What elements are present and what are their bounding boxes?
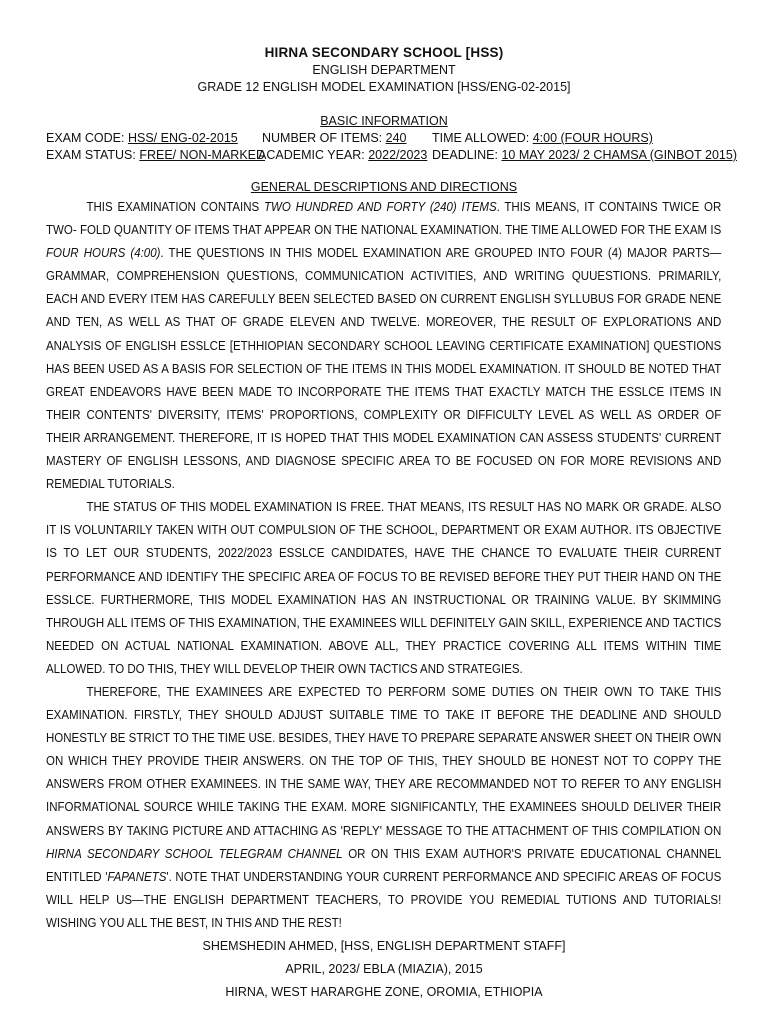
department-name: ENGLISH DEPARTMENT (312, 63, 456, 77)
place-line: HIRNA, WEST HARARGHE ZONE, OROMIA, ETHIOPIA (225, 985, 543, 1000)
exam-code-value: HSS/ ENG-02-2015 (127, 131, 238, 145)
telegram-channel-name: HIRNA SECONDARY SCHOOL TELEGRAM CHANNEL (46, 846, 343, 861)
deadline-value: 10 MAY 2023/ 2 CHAMSA (GINBOT 2015) (501, 148, 737, 162)
items-field: NUMBER OF ITEMS: 240 (262, 131, 407, 145)
private-channel-name: FAPANETS (107, 869, 167, 884)
deadline-field: DEADLINE: 10 MAY 2023/ 2 CHAMSA (GINBOT 2015) (432, 148, 737, 162)
year-value: 2022/2023 (368, 148, 428, 162)
paragraph-3: THEREFORE, THE EXAMINEES ARE EXPECTED TO PERFORM SOME DUTIES ON THEIR OWN TO TAKE THIS EXAMINATION. FIRSTLY, THEY SHOULD ADJUST SUITABLE TIME TO TAKE IT BEFORE THE DEADLINE AND SHOULD HONESTLY BE STRICT TO THE TIME USE. BESIDES, THEY HAVE TO PREPARE SEPARATE ANSWER SHEET ON THEIR OWN ON WHICH THEY PROVIDE THEIR ANSWERS. ON THE TOP OF THIS, THEY SHOULD BE HONEST NOT TO COPPY THE ANSWERS FROM OTHER EXAMINEES. IN THE SAME WAY, THEY ARE RECOMMANDED NOT TO REFER TO ANY ENGLISH INFORMATIONAL SOURCE WHILE TAKING THE EXAM. MORE SIGNIFICANTLY, THE EXAMINEES SHOULD DELIVER THEIR ANSWERS BY TAKING PICTURE AND ATTACHING AS 'REPLY' MESSAGE TO THE ATTACHMENT OF THIS COMPILATION ON HIRNA SECONDARY SCHOOL TELEGRAM CHANNEL OR ON THIS EXAM AUTHOR'S PRIVATE EDUCATIONAL CHANNEL ENTITLED 'FAPANETS'. NOTE THAT UNDERSTANDING YOUR CURRENT PERFORMANCE AND SPECIFIC AREAS OF FOCUS WILL HELP US—THE ENGLISH DEPARTMENT TEACHERS, TO PROVIDE YOU REMEDIAL TUTIONS AND TUTORIALS! WISHING YOU ALL THE BEST, IN THIS AND THE REST! (46, 684, 722, 930)
directions-title: GENERAL DESCRIPTIONS AND DIRECTIONS (250, 180, 518, 194)
time-value: 4:00 (FOUR HOURS) (532, 131, 653, 145)
status-value: FREE/ NON-MARKED (139, 148, 266, 162)
basic-info-table (46, 130, 737, 164)
directions-body (46, 196, 721, 935)
paragraph-2: THE STATUS OF THIS MODEL EXAMINATION IS FREE. THAT MEANS, ITS RESULT HAS NO MARK OR GRADE. ALSO IT IS VOLUNTARILY TAKEN WITH OUT COMPULSION OF THE SCHOOL, DEPARTMENT OR EXAM AUTHOR. ITS OBJECTIVE IS TO LET OUR STUDENTS, 2022/2023 ESSLCE CANDIDATES, HAVE THE CHANCE TO EVALUATE THEIR CURRENT PERFORMANCE AND IDENTIFY THE SPECIFIC AREA OF FOCUS TO BE REVISED BEFORE THEY PUT THEIR HAND ON THE ESSLCE. FURTHERMORE, THIS MODEL EXAMINATION HAS AN INSTRUCTIONAL OR TRAINING VALUE. BY SKIMMING THROUGH ALL ITEMS OF THIS EXAMINATION, THE EXAMINEES WILL DEFINITELY GAIN SKILL, EXPERIENCE AND TACTICS NEEDED ON ACTUAL NATIONAL EXAMINATION. ABOVE ALL, THEY PRACTICE COVERING ALL ITEMS WITHIN TIME ALLOWED. TO DO THIS, THEY WILL DEVELOP THEIR OWN TACTICS AND STRATEGIES. (46, 500, 722, 676)
info-row-1 (46, 130, 722, 147)
exam-title: GRADE 12 ENGLISH MODEL EXAMINATION [HSS/ENG-02-2015] (197, 80, 571, 94)
paragraph-1: THIS EXAMINATION CONTAINS TWO HUNDRED AND FORTY (240) ITEMS. THIS MEANS, IT CONTAINS TWICE OR TWO- FOLD QUANTITY OF ITEMS THAT APPEAR ON THE NATIONAL EXAMINATION. THE TIME ALLOWED FOR THE EXAM IS FOUR HOURS (4:00). THE QUESTIONS IN THIS MODEL EXAMINATION ARE GROUPED INTO FOUR (4) MAJOR PARTS—GRAMMAR, COMPREHENSION QUESTIONS, COMMUNICATION ACTIVITIES, AND WRITING QUUESTIONS. PRIMARILY, EACH AND EVERY ITEM HAS CAREFULLY BEEN SELECTED BASED ON CURRENT ENGLISH SYLLUBUS FOR GRADE NENE AND TEN, AS WELL AS THAT OF GRADE ELEVEN AND TWELVE. MOREOVER, THE RESULT OF EXPLORATIONS AND ANALYSIS OF ENGLISH ESSLCE [ETHHIOPIAN SECONDARY SCHOOL LEAVING CERTIFICATE EXAMINATION] QUESTIONS HAS BEEN USED AS A BASIS FOR SELECTION OF THE ITEMS IN THIS MODEL EXAMINATION. IT SHOULD BE NOTED THAT GREAT ENDEAVORS HAVE BEEN MADE TO INCORPORATE THE ITEMS THAT EXACTLY MATCH THE ESSLCE ITEMS IN THEIR CONTENTS' DIVERSITY, ITEMS' PROPORTIONS, COMPLEXITY OR DIFFICULTY LEVEL AS WELL AS ORDER OF THEIR ARRANGEMENT. THEREFORE, IT IS HOPED THAT THIS MODEL EXAMINATION CAN ASSESS STUDENTS' CURRENT MASTERY OF ENGLISH LESSONS, AND DIAGNOSE SPECIFIC AREA TO BE FOCUSED ON FOR MORE REVISIONS AND REMEDIAL TUTORIALS. (46, 200, 722, 492)
status-field: EXAM STATUS: FREE/ NON-MARKED (46, 148, 266, 162)
exam-code-field: EXAM CODE: HSS/ ENG-02-2015 (46, 131, 238, 145)
year-field: ACADEMIC YEAR: 2022/2023 (258, 148, 428, 162)
time-field: TIME ALLOWED: 4:00 (FOUR HOURS) (432, 131, 653, 145)
signature-block (46, 935, 722, 1004)
author-line: SHEMSHEDIN AHMED, [HSS, ENGLISH DEPARTMENT STAFF] (202, 939, 566, 953)
document-header (46, 44, 722, 96)
basic-info-title: BASIC INFORMATION (320, 114, 448, 128)
school-name: HIRNA SECONDARY SCHOOL [HSS) (264, 45, 504, 60)
info-row-2 (46, 147, 737, 164)
date-line: APRIL, 2023/ EBLA (MIAZIA), 2015 (285, 962, 483, 977)
items-value: 240 (385, 131, 407, 145)
